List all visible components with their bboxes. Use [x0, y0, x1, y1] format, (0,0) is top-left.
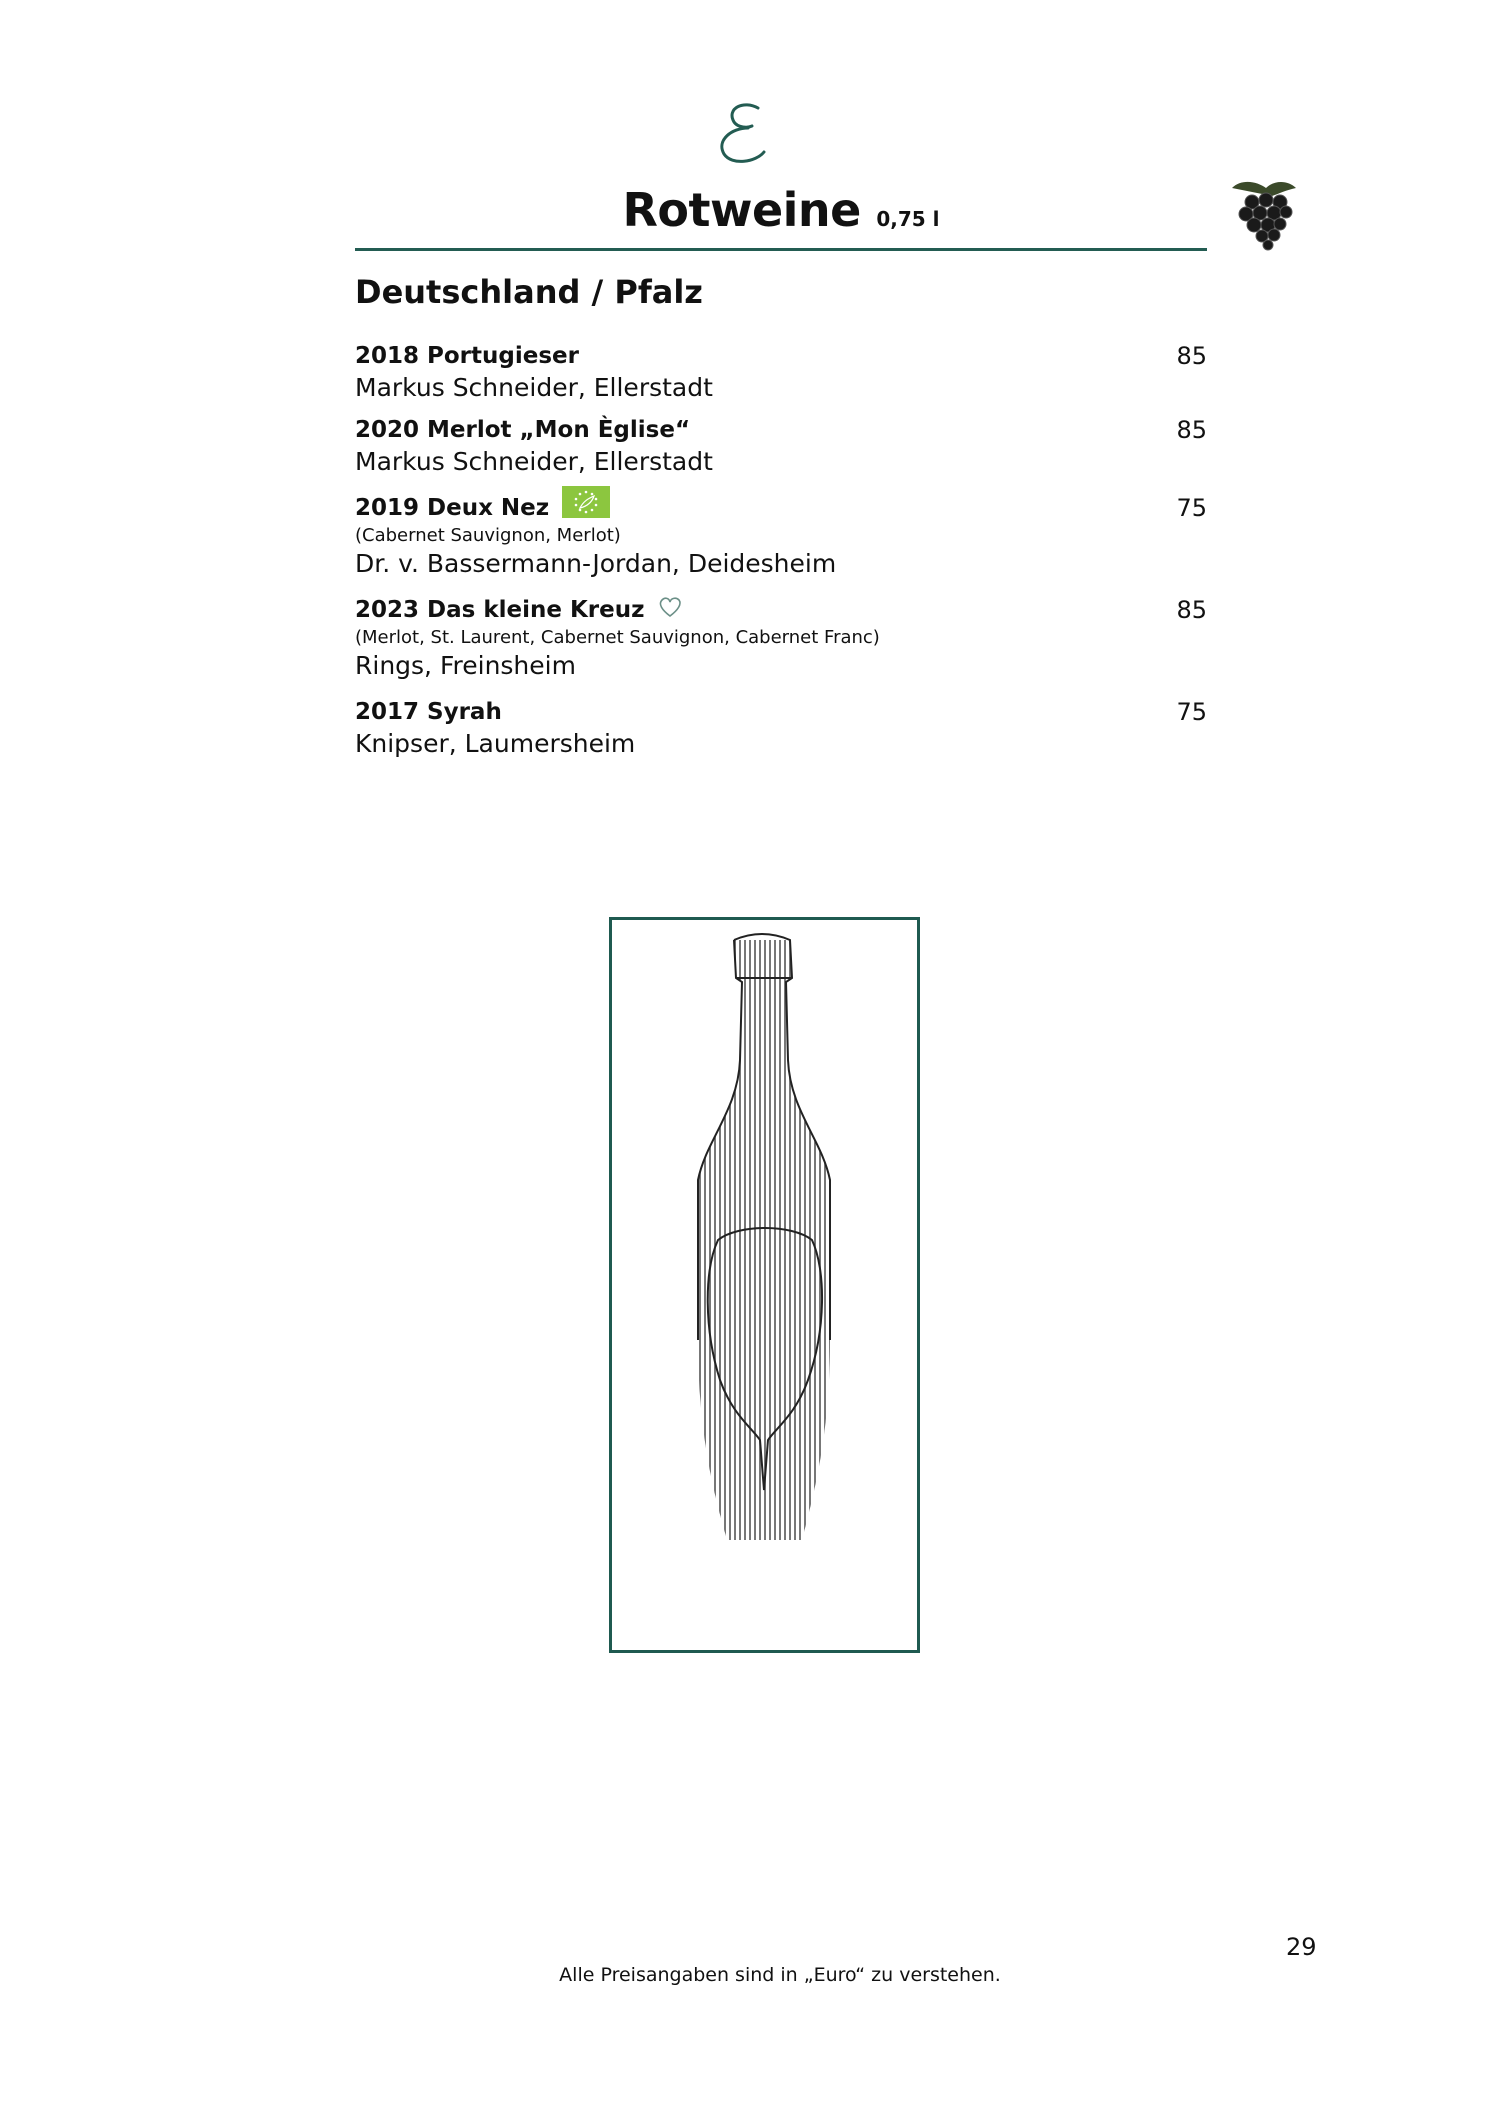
price-footnote: Alle Preisangaben sind in „Euro“ zu verstehen. [559, 1964, 1001, 1986]
wine-price: 85 [1176, 596, 1207, 624]
title-divider [355, 248, 1207, 251]
wine-list [355, 340, 1207, 770]
wine-grapes: (Cabernet Sauvignon, Merlot) [355, 525, 621, 546]
page-title [355, 180, 1207, 249]
wine-grapes: (Merlot, St. Laurent, Cabernet Sauvignon, Cabernet Franc) [355, 627, 880, 648]
wine-price: 75 [1176, 698, 1207, 726]
wine-entry [355, 414, 1207, 478]
wine-entry [355, 340, 1207, 404]
wine-price: 75 [1176, 494, 1207, 522]
wine-entry [355, 492, 1207, 580]
title-text: Rotweine [622, 183, 861, 237]
eu-organic-leaf-icon [562, 486, 610, 518]
grapes-icon [1222, 172, 1304, 252]
wine-producer: Knipser, Laumersheim [355, 729, 636, 758]
wine-entry [355, 594, 1207, 682]
wine-entry [355, 696, 1207, 760]
wine-name: 2020 Merlot „Mon Èglise“ [355, 417, 691, 443]
wine-producer: Markus Schneider, Ellerstadt [355, 373, 713, 402]
e-monogram-logo-icon [714, 100, 774, 170]
heart-icon [656, 594, 684, 620]
wine-producer: Rings, Freinsheim [355, 651, 576, 680]
section-heading: Deutschland / Pfalz [355, 273, 703, 311]
wine-name: 2023 Das kleine Kreuz [355, 597, 645, 623]
wine-price: 85 [1176, 342, 1207, 370]
wine-name: 2017 Syrah [355, 699, 502, 725]
page-number: 29 [1286, 1933, 1317, 1961]
wine-producer: Dr. v. Bassermann-Jordan, Deidesheim [355, 549, 837, 578]
bottle-illustration-frame [609, 917, 920, 1653]
wine-price: 85 [1176, 416, 1207, 444]
wine-name: 2019 Deux Nez [355, 495, 550, 521]
wine-producer: Markus Schneider, Ellerstadt [355, 447, 713, 476]
wine-name: 2018 Portugieser [355, 343, 579, 369]
wine-bottle-glass-illustration [612, 920, 917, 1650]
volume-label: 0,75 l [876, 207, 940, 231]
